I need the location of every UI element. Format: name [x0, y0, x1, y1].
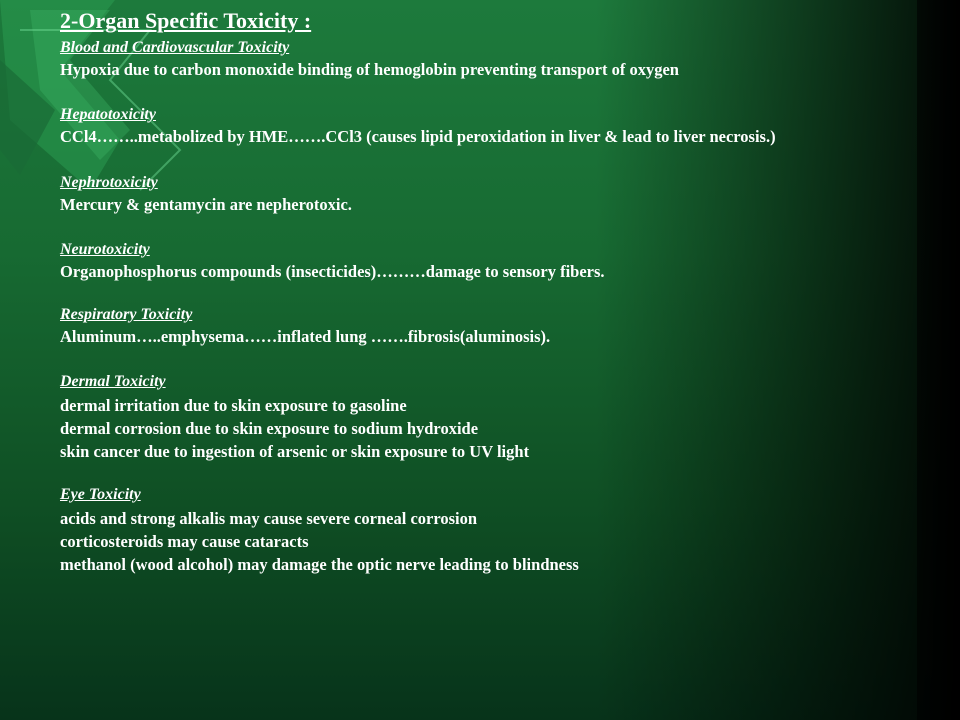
slide-title: 2-Organ Specific Toxicity : — [60, 8, 312, 33]
section-blood — [60, 38, 920, 79]
section-neurotoxicity — [60, 240, 920, 281]
section-line: skin cancer due to ingestion of arsenic or skin exposure to UV light — [60, 442, 530, 461]
section-line: Mercury & gentamycin are nepherotoxic. — [60, 195, 352, 214]
section-line: acids and strong alkalis may cause severe corneal corrosion — [60, 509, 478, 528]
right-edge-shade — [917, 0, 960, 720]
section-hepatotoxicity — [60, 105, 920, 145]
section-respiratory — [60, 305, 920, 346]
section-line: methanol (wood alcohol) may damage the optic nerve leading to blindness — [60, 555, 579, 574]
section-line: CCl4……..metabolized by HME…….CCl3 (causes lipid peroxidation in liver & lead to liver necrosis.) — [60, 127, 776, 146]
section-line: corticosteroids may cause cataracts — [60, 532, 309, 551]
section-heading: Nephrotoxicity — [60, 174, 158, 191]
section-heading: Hepatotoxicity — [60, 106, 156, 123]
section-line: Aluminum…..emphysema……inflated lung …….fibrosis(aluminosis). — [60, 327, 551, 346]
section-line: dermal corrosion due to skin exposure to sodium hydroxide — [60, 419, 479, 438]
section-heading: Dermal Toxicity — [60, 373, 166, 390]
section-eye — [60, 485, 920, 574]
section-heading: Eye Toxicity — [60, 486, 141, 503]
slide-content — [60, 8, 920, 574]
section-heading: Neurotoxicity — [60, 241, 150, 258]
section-line: dermal irritation due to skin exposure to gasoline — [60, 396, 407, 415]
section-nephrotoxicity — [60, 173, 920, 214]
section-heading: Respiratory Toxicity — [60, 306, 193, 323]
section-dermal — [60, 372, 920, 461]
section-line: Organophosphorus compounds (insecticides)………damage to sensory fibers. — [60, 262, 605, 281]
section-heading: Blood and Cardiovascular Toxicity — [60, 39, 290, 56]
section-line: Hypoxia due to carbon monoxide binding of hemoglobin preventing transport of oxygen — [60, 60, 679, 79]
